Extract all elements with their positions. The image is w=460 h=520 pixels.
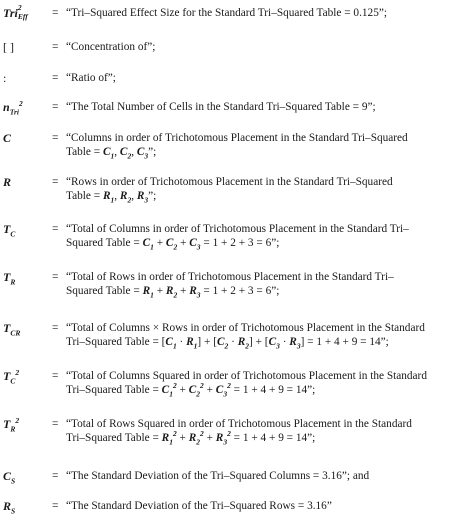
definition-text: “Rows in order of Trichotomous Placement in the Standard Tri–Squared Table = $R_1$, $R_2$, $R_3$”; bbox=[66, 176, 393, 205]
definition-text: “Tri–Squared Effect Size for the Standard Tri–Squared Table = 0.125”; bbox=[66, 7, 388, 19]
symbol: $T_R^2$ bbox=[3, 416, 20, 434]
symbol: $C_S$ bbox=[3, 469, 16, 486]
symbol: C bbox=[3, 131, 12, 145]
equals-sign: = bbox=[52, 322, 59, 334]
definition-text: “The Standard Deviation of the Tri–Squared Rows = 3.16” bbox=[66, 500, 332, 512]
symbol: : bbox=[3, 71, 7, 85]
definition-text: “The Standard Deviation of the Tri–Squared Columns = 3.16”; and bbox=[66, 470, 370, 482]
symbol: $T_{CR}$ bbox=[3, 321, 21, 338]
equals-sign: = bbox=[52, 176, 59, 188]
equals-sign: = bbox=[52, 223, 59, 235]
definition-text: “Total of Columns in order of Trichotomous Placement in the Standard Tri– Squared Table = $C_1 + C_2 + C_3 = 1 + 2 + 3 = 6$”; bbox=[66, 223, 409, 252]
equals-sign: = bbox=[52, 132, 59, 144]
equals-sign: = bbox=[52, 101, 59, 113]
symbol: $T_C^2$ bbox=[3, 368, 20, 386]
symbol: $R_S$ bbox=[3, 499, 16, 516]
definition-text: “Total of Columns × Rows in order of Trichotomous Placement in the Standard Tri–Squared Table = $[C_1 \cdot R_1] + [C_2 \cdot R_2] + [C_3 \cdot R_3] = 1 + 4 + 9 = 14$”; bbox=[66, 322, 425, 351]
equals-sign: = bbox=[52, 72, 59, 84]
equals-sign: = bbox=[52, 271, 59, 283]
definition-text: “Total of Rows Squared in order of Trichotomous Placement in the Standard Tri–Squared Table = $R_1^2 + R_2^2 + R_3^2 = 1 + 4 + 9 = 14$”; bbox=[66, 418, 412, 447]
equals-sign: = bbox=[52, 370, 59, 382]
symbol: R bbox=[3, 175, 12, 189]
equals-sign: = bbox=[52, 418, 59, 430]
symbol: [ ] bbox=[3, 40, 14, 54]
symbol: $T_C$ bbox=[3, 222, 16, 239]
symbol: $n_{Tri}^2$ bbox=[3, 99, 23, 117]
definition-text: “Columns in order of Trichotomous Placement in the Standard Tri–Squared Table = $C_1$, $C_2$, $C_3$”; bbox=[66, 132, 408, 161]
definition-text: “Total of Rows in order of Trichotomous Placement in the Standard Tri– Squared Table = $R_1 + R_2 + R_3 = 1 + 2 + 3 = 6$”; bbox=[66, 271, 394, 300]
symbol: Tri 2 Eff bbox=[3, 3, 28, 21]
equals-sign: = bbox=[52, 500, 59, 512]
equals-sign: = bbox=[52, 470, 59, 482]
definition-text: “Ratio of”; bbox=[66, 72, 116, 84]
definition-text: “The Total Number of Cells in the Standard Tri–Squared Table = 9”; bbox=[66, 101, 376, 113]
definition-text: “Total of Columns Squared in order of Trichotomous Placement in the Standard Tri–Squared Table = $C_1^2 + C_2^2 + C_3^2 = 1 + 4 + 9 = 14$”; bbox=[66, 370, 427, 399]
equals-sign: = bbox=[52, 41, 59, 53]
definition-text: “Concentration of”; bbox=[66, 41, 156, 53]
symbol: $T_R$ bbox=[3, 270, 16, 287]
equals-sign: = bbox=[52, 7, 59, 19]
